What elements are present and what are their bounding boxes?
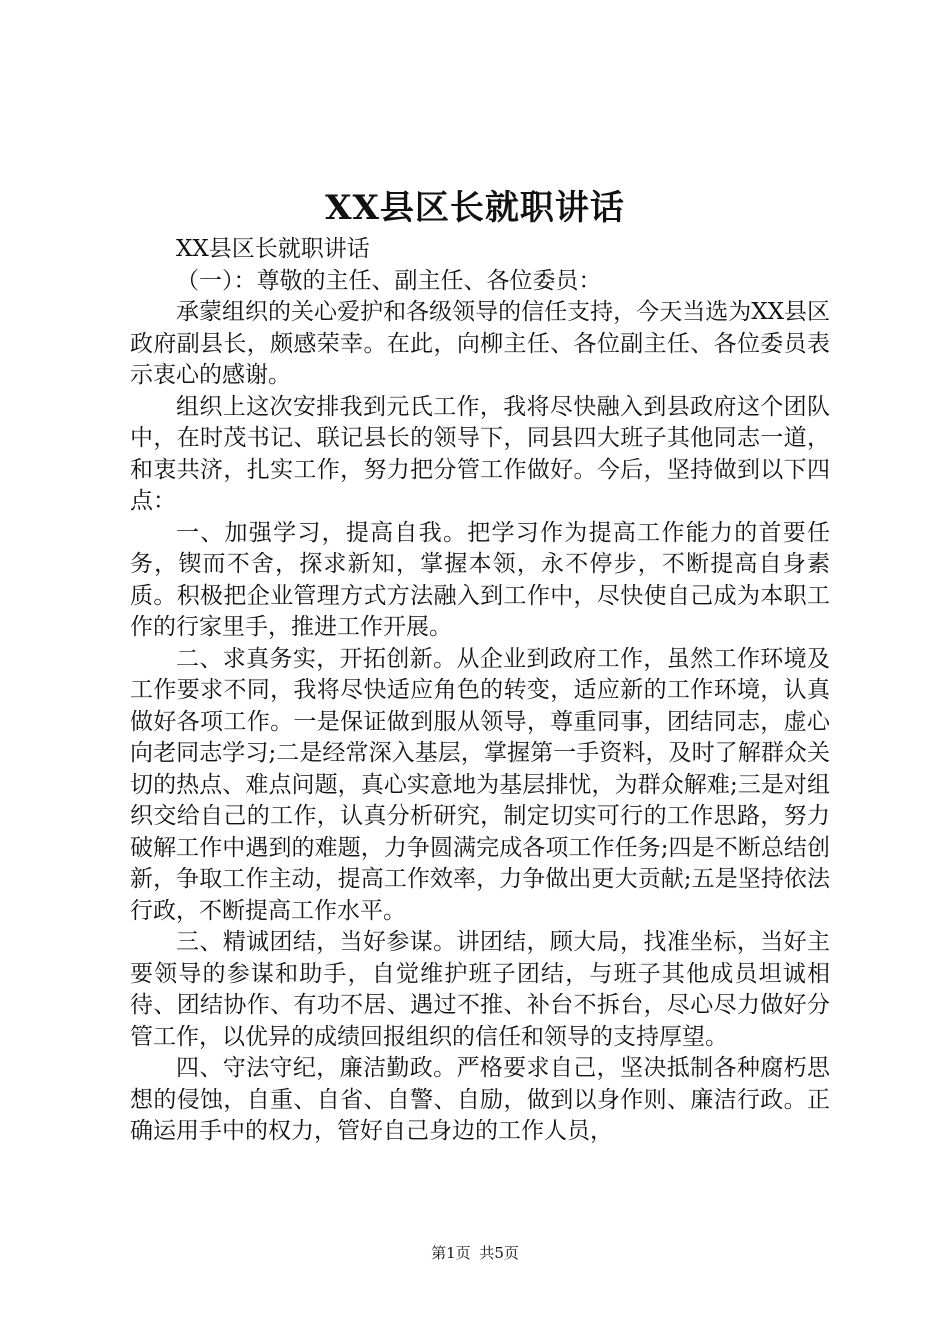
paragraph-thanks: 承蒙组织的关心爱护和各级领导的信任支持，今天当选为XX县区政府副县长，颇感荣幸。在此，向柳主任、各位副主任、各位委员表示衷心的感谢。 [130,299,830,388]
document-body [130,234,830,1148]
page-number: 第1页 [431,1244,471,1262]
document-title: XX县区长就职讲话 [325,188,625,228]
page-footer [0,1243,950,1263]
paragraph-point-two: 二、求真务实，开拓创新。从企业到政府工作，虽然工作环境及工作要求不同，我将尽快适应角色的转变，适应新的工作环境，认真做好各项工作。一是保证做到服从领导，尊重同事，团结同志，虚心向老同志学习;二是经常深入基层，掌握第一手资料，及时了解群众关切的热点、难点问题，真心实意地为基层排忧，为群众解难;三是对组织交给自己的工作，认真分析研究，制定切实可行的工作思路，努力破解工作中遇到的难题，力争圆满完成各项工作任务;四是不断总结创新，争取工作主动，提高工作效率，力争做出更大贡献;五是坚持依法行政，不断提高工作水平。 [130,645,830,924]
paragraph-subtitle: XX县区长就职讲话 [176,236,370,262]
page-total: 共5页 [479,1244,519,1262]
paragraph-point-one: 一、加强学习，提高自我。把学习作为提高工作能力的首要任务，锲而不舍，探求新知，掌握本领，永不停步，不断提高自身素质。积极把企业管理方式方法融入到工作中，尽快使自己成为本职工作的行家里手，推进工作开展。 [130,519,830,640]
paragraph-point-three: 三、精诚团结，当好参谋。讲团结，顾大局，找准坐标，当好主要领导的参谋和助手，自觉维护班子团结，与班子其他成员坦诚相待、团结协作、有功不居、遇过不推、补台不拆台，尽心尽力做好分管工作，以优异的成绩回报组织的信任和领导的支持厚望。 [130,929,830,1050]
paragraph-introduction: 组织上这次安排我到元氏工作，我将尽快融入到县政府这个团队中，在时茂书记、联记县长的领导下，同县四大班子其他同志一道，和衷共济，扎实工作，努力把分管工作做好。今后，坚持做到以下四点： [130,393,830,514]
paragraph-point-four: 四、守法守纪，廉洁勤政。严格要求自己，坚决抵制各种腐朽思想的侵蚀，自重、自省、自警、自励，做到以身作则、廉洁行政。正确运用手中的权力，管好自己身边的工作人员， [130,1055,830,1144]
paragraph-salutation: （一）：尊敬的主任、副主任、各位委员： [176,267,602,294]
